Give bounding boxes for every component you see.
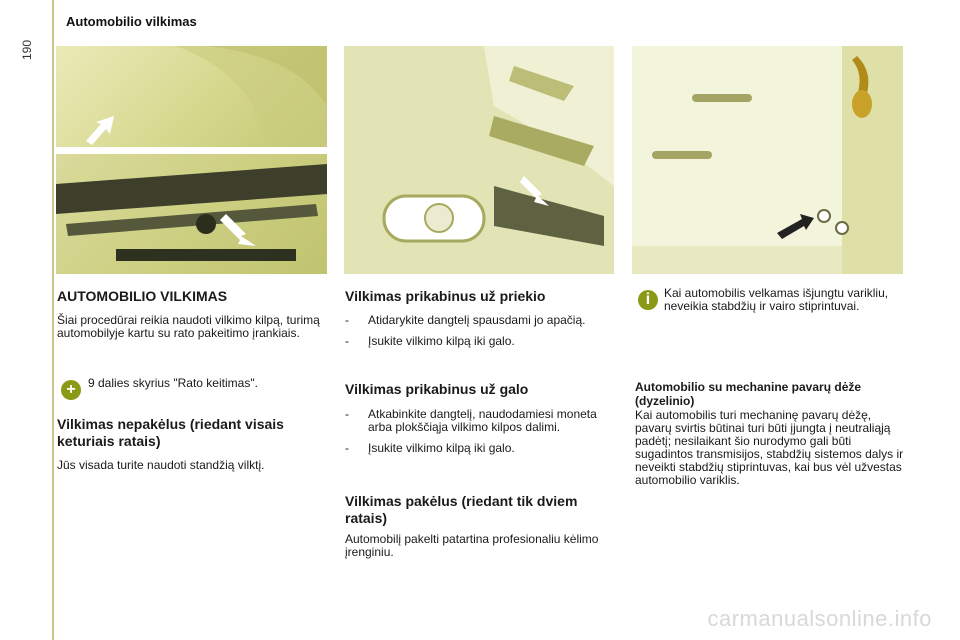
page-number: 190 — [20, 39, 34, 60]
manual-gearbox-text: Kai automobilis turi mechaninę pavarų dėžę, pavarų svirtis būtinai turi būti įjungta į neutraliąją padėtį; nesilaikant šio nurodymo gali būti sugadintos transmisijos, stabdžių sistemos dalys ir neveikti stabdžių stiprintuvas, kai bus vėl užvestas automobilio variklis. — [635, 408, 904, 487]
list-item: - Įsukite vilkimo kilpą iki galo. — [345, 335, 615, 348]
intro-text: Šiai procedūrai reikia naudoti vilkimo kilpą, turimą automobilyje kartu su rato pakeitimo įrankiais. — [57, 313, 320, 340]
info-icon: i — [638, 290, 658, 310]
front-bumper-photo — [344, 46, 614, 274]
note-text: 9 dalies skyrius "Rato keitimas". — [88, 376, 258, 390]
tools-tray-photo — [56, 46, 327, 147]
arrow-icon — [86, 116, 114, 145]
list-item: - Atkabinkite dangtelį, naudodamiesi moneta arba plokščiąja vilkimo kilpos dalimi. — [345, 408, 615, 434]
list-item: - Atidarykite dangtelį spausdami jo apačią. — [345, 314, 615, 327]
not-lifted-text: Jūs visada turite naudoti standžią vilktį. — [57, 458, 265, 472]
plus-icon: + — [61, 380, 81, 400]
info-text: Kai automobilis velkamas išjungtu varikliu, neveikia stabdžių ir vairo stiprintuvai. — [664, 286, 889, 313]
main-title: AUTOMOBILIO VILKIMAS — [57, 288, 228, 304]
margin-line — [52, 0, 54, 640]
rear-door-photo — [632, 46, 903, 274]
rear-steps-list — [345, 408, 615, 463]
wheel-tools-photo — [56, 154, 327, 274]
list-item: - Įsukite vilkimo kilpą iki galo. — [345, 442, 615, 455]
section-title: Automobilio vilkimas — [66, 14, 197, 29]
rear-towing-title: Vilkimas prikabinus už galo — [345, 381, 529, 397]
front-towing-title: Vilkimas prikabinus už priekio — [345, 288, 546, 304]
front-steps-list — [345, 314, 615, 356]
manual-gearbox-title: Automobilio su mechanine pavarų dėže (dyzelinio) — [635, 380, 862, 408]
lifted-towing-text: Automobilį pakelti patartina profesionaliu kėlimo įrenginiu. — [345, 532, 599, 559]
lifted-towing-title: Vilkimas pakėlus (riedant tik dviem ratais) — [345, 493, 578, 526]
watermark: carmanualsonline.info — [707, 606, 932, 631]
subtitle-not-lifted: Vilkimas nepakėlus (riedant visais keturiais ratais) — [57, 416, 284, 449]
